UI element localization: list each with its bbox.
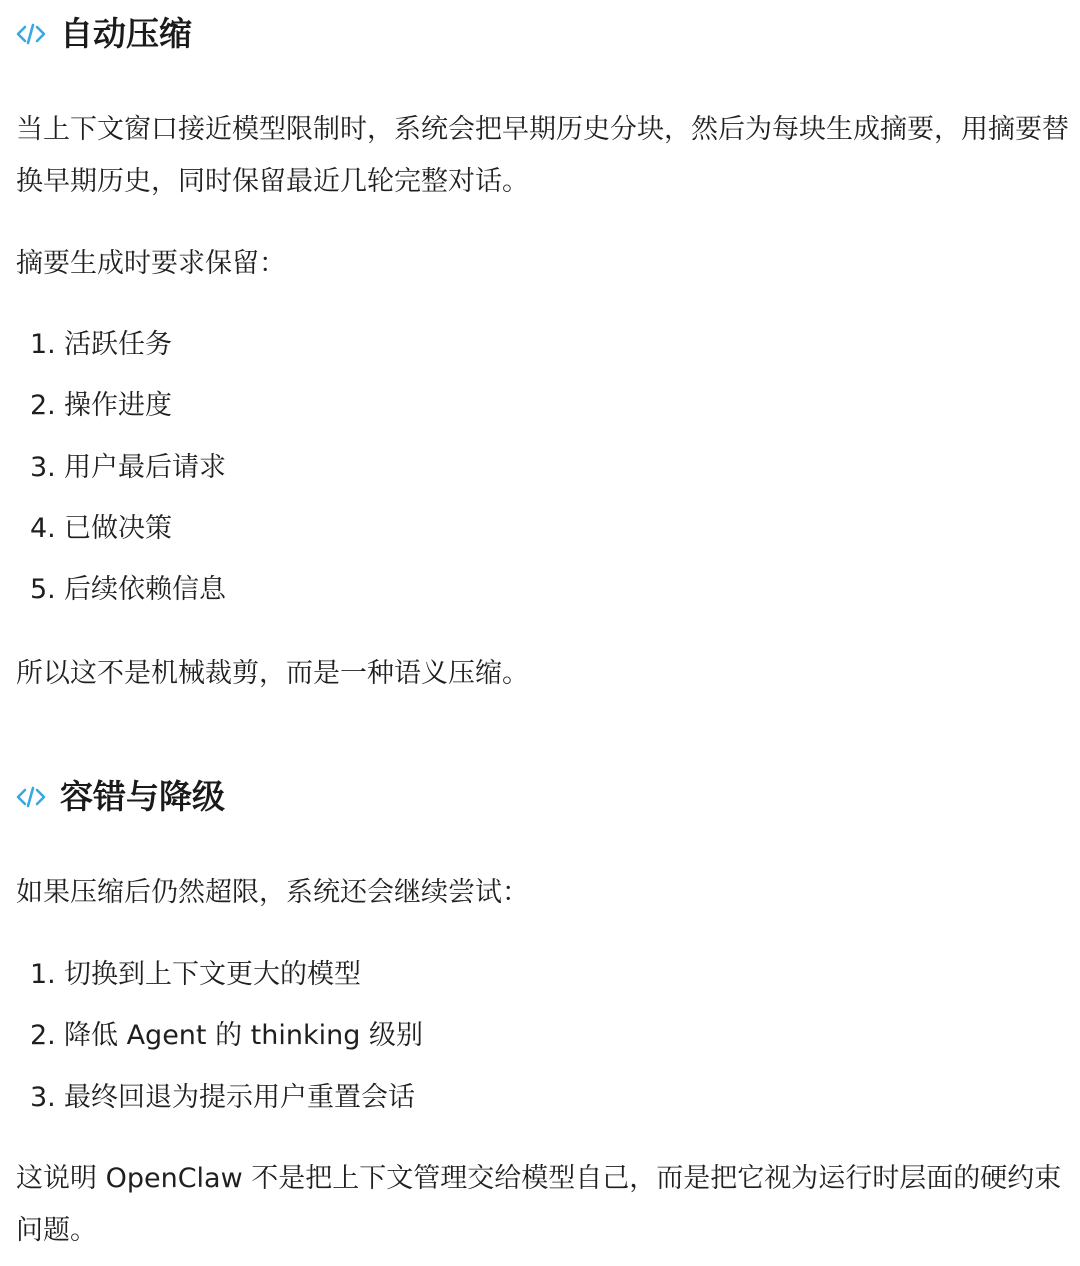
list-item-text: 操作进度 bbox=[64, 390, 172, 422]
list-number: 3. bbox=[30, 1081, 56, 1113]
list-item bbox=[30, 386, 226, 447]
paragraph: 这说明 OpenClaw 不是把上下文管理交给模型自己，而是把它视为运行时层面的硬约束问题。 bbox=[16, 1163, 1062, 1246]
list-number: 5. bbox=[30, 574, 56, 606]
list-number: 3. bbox=[30, 451, 56, 483]
list-item bbox=[30, 570, 226, 631]
list-item-text: 后续依赖信息 bbox=[64, 574, 226, 606]
code-icon bbox=[16, 22, 46, 46]
list-item bbox=[30, 955, 423, 1016]
list-item-text: 用户最后请求 bbox=[64, 451, 226, 483]
section-title: 自动压缩 bbox=[60, 14, 192, 53]
list-number: 4. bbox=[30, 512, 56, 544]
list-number: 1. bbox=[30, 959, 56, 990]
list-item-text: 活跃任务 bbox=[64, 329, 172, 360]
list-item-text: 已做决策 bbox=[64, 512, 172, 544]
code-icon bbox=[16, 785, 46, 809]
ordered-list bbox=[30, 325, 226, 631]
list-item bbox=[30, 509, 226, 570]
paragraph: 所以这不是机械裁剪，而是一种语义压缩。 bbox=[16, 658, 529, 689]
section-heading-fault-tolerance bbox=[16, 775, 225, 819]
ordered-list bbox=[30, 955, 423, 1139]
paragraph: 当上下文窗口接近模型限制时，系统会把早期历史分块，然后为每块生成摘要，用摘要替换早期历史，同时保留最近几轮完整对话。 bbox=[16, 114, 1069, 197]
paragraph: 如果压缩后仍然超限，系统还会继续尝试： bbox=[16, 877, 529, 908]
list-item bbox=[30, 1078, 423, 1139]
section-heading-auto-compress bbox=[16, 12, 192, 56]
list-item-text: 最终回退为提示用户重置会话 bbox=[64, 1081, 415, 1113]
list-item-text: 降低 Agent 的 thinking 级别 bbox=[64, 1020, 423, 1052]
paragraph: 摘要生成时要求保留： bbox=[16, 248, 286, 279]
list-number: 2. bbox=[30, 390, 56, 422]
list-item-text: 切换到上下文更大的模型 bbox=[64, 959, 361, 990]
section-title: 容错与降级 bbox=[60, 777, 225, 816]
list-item bbox=[30, 325, 226, 386]
list-item bbox=[30, 1016, 423, 1077]
list-item bbox=[30, 448, 226, 509]
list-number: 2. bbox=[30, 1020, 56, 1052]
list-number: 1. bbox=[30, 329, 56, 360]
